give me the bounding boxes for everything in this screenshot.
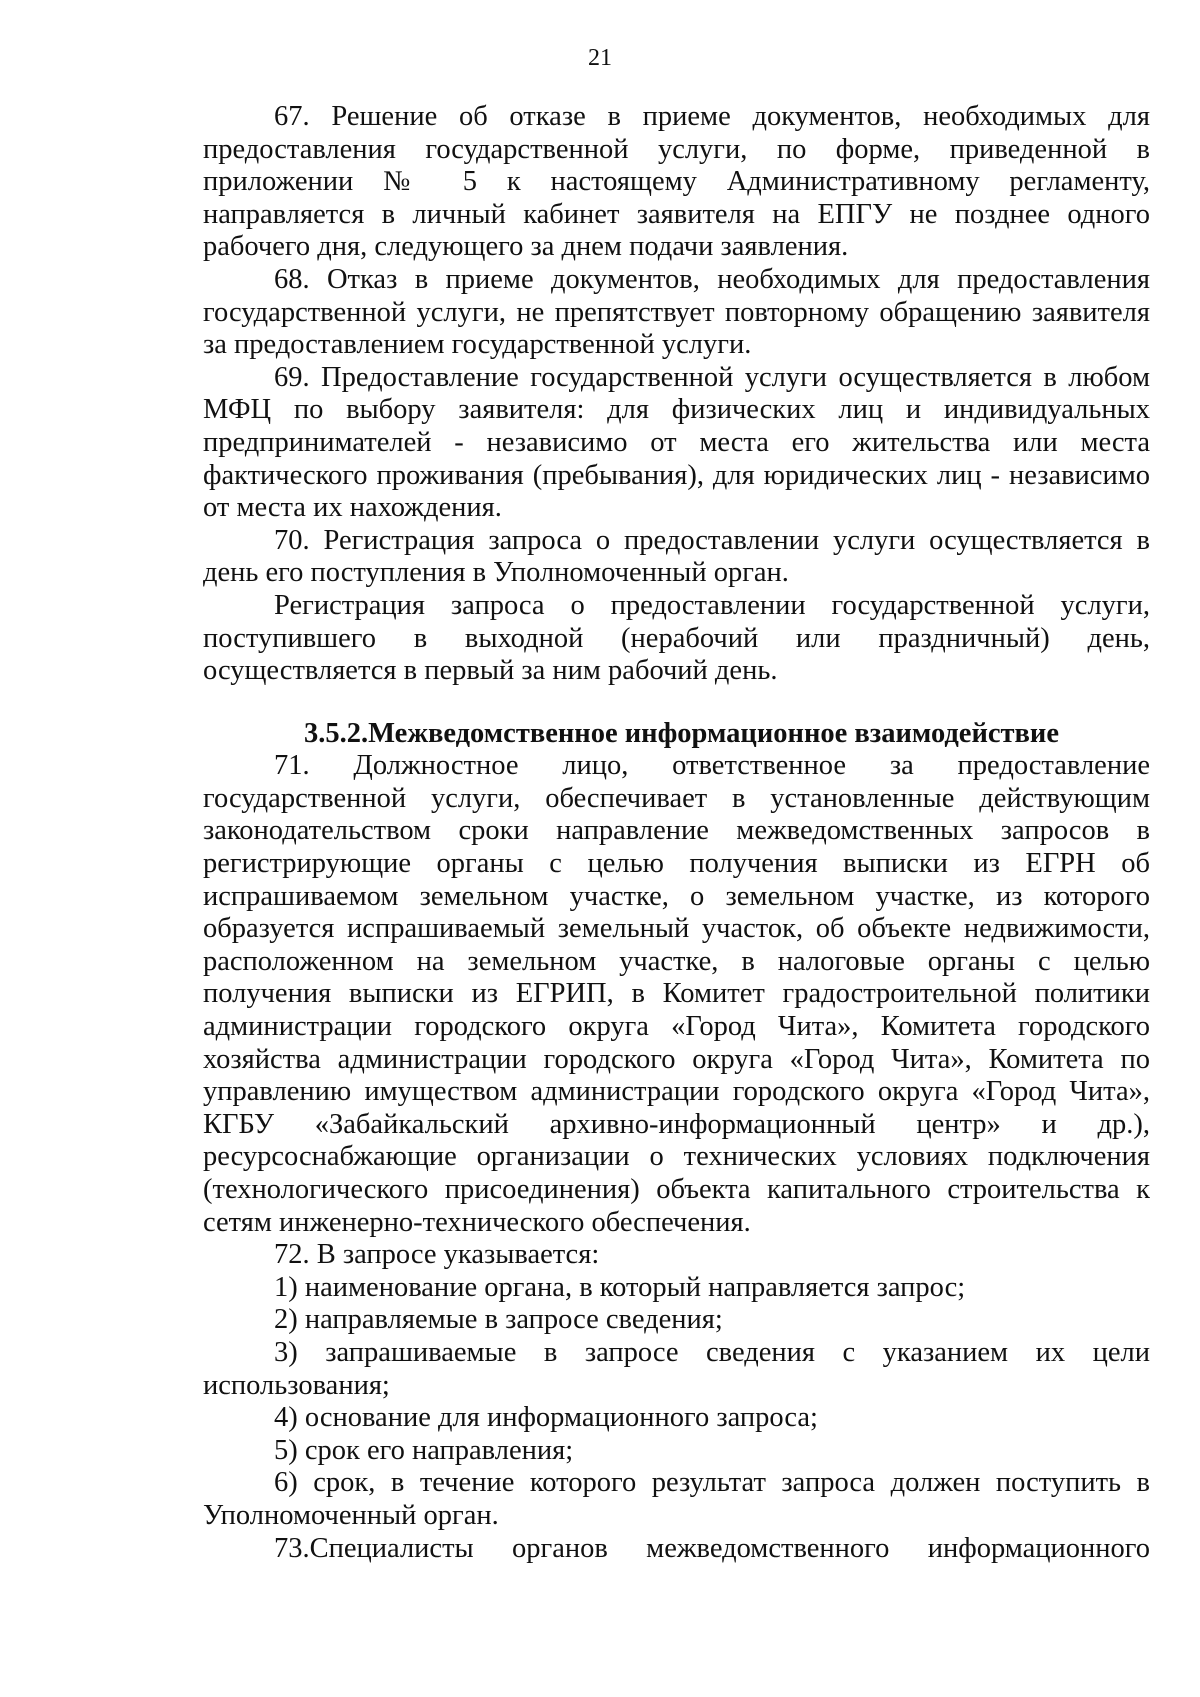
paragraph-71: 71. Должностное лицо, ответственное за предоставление государственной услуги, обеспечивает в установленные действующим законодательством сроки направление межведомственных запросов в регистрирующие органы с целью получения выписки из ЕГРН об испрашиваемом земельном участке, о земельном участке, из которого образуется испрашиваемый земельный участок, об объекте недвижимости, расположенном на земельном участке, в налоговые органы с целью получения выписки из ЕГРИП, в Комитет градостроительной политики администрации городского округа «Город Чита», Комитета городского хозяйства администрации городского округа «Город Чита», Комитета по управлению имуществом администрации городского округа «Город Чита», КГБУ «Забайкальский архивно-информационный центр» и др.), ресурсоснабжающие организации о технических условиях подключения (технологического присоединения) объекта капитального строительства к сетям инженерно-технического обеспечения. bbox=[203, 750, 1150, 1238]
list-item-1: 1) наименование органа, в который направляется запрос; bbox=[274, 1271, 966, 1303]
section-heading: 3.5.2.Межведомственное информационное взаимодействие bbox=[304, 717, 1059, 749]
list-item-6: 6) срок, в течение которого результат запроса должен поступить в Уполномоченный орган. bbox=[203, 1467, 1150, 1531]
paragraph-70: 70. Регистрация запроса о предоставлении услуги осуществляется в день его поступления в Уполномоченный орган. bbox=[203, 524, 1150, 589]
list-item-4: 4) основание для информационного запроса; bbox=[274, 1402, 818, 1434]
document-body bbox=[203, 101, 1150, 1565]
paragraph-72: 72. В запросе указывается: bbox=[274, 1239, 600, 1271]
paragraph-68: 68. Отказ в приеме документов, необходимых для предоставления государственной услуги, не препятствует повторному обращению заявителя за предоставлением государственной услуги. bbox=[203, 263, 1150, 361]
list-item-2: 2) направляемые в запросе сведения; bbox=[274, 1304, 723, 1336]
paragraph-69: 69. Предоставление государственной услуги осуществляется в любом МФЦ по выбору заявителя: для физических лиц и индивидуальных предпринимателей - независимо от места его жительства или места фактического проживания (пребывания), для юридических лиц - независимо от места их нахождения. bbox=[203, 361, 1150, 524]
section-spacer bbox=[203, 688, 1150, 718]
paragraph-67: 67. Решение об отказе в приеме документов, необходимых для предоставления государственной услуги, по форме, приведенной в приложении № 5 к настоящему Административному регламенту, направляется в личный кабинет заявителя на ЕПГУ не позднее одного рабочего дня, следующего за днем подачи заявления. bbox=[203, 101, 1150, 263]
page-number: 21 bbox=[588, 45, 612, 71]
list-item-5: 5) срок его направления; bbox=[274, 1434, 574, 1466]
list-item-3: 3) запрашиваемые в запросе сведения с указанием их цели использования; bbox=[203, 1336, 1150, 1401]
paragraph-70-registration: Регистрация запроса о предоставлении государственной услуги, поступившего в выходной (нерабочий или праздничный) день, осуществляется в первый за ним рабочий день. bbox=[203, 589, 1150, 687]
paragraph-73-start: 73.Специалисты органов межведомственного информационного bbox=[274, 1532, 1150, 1564]
